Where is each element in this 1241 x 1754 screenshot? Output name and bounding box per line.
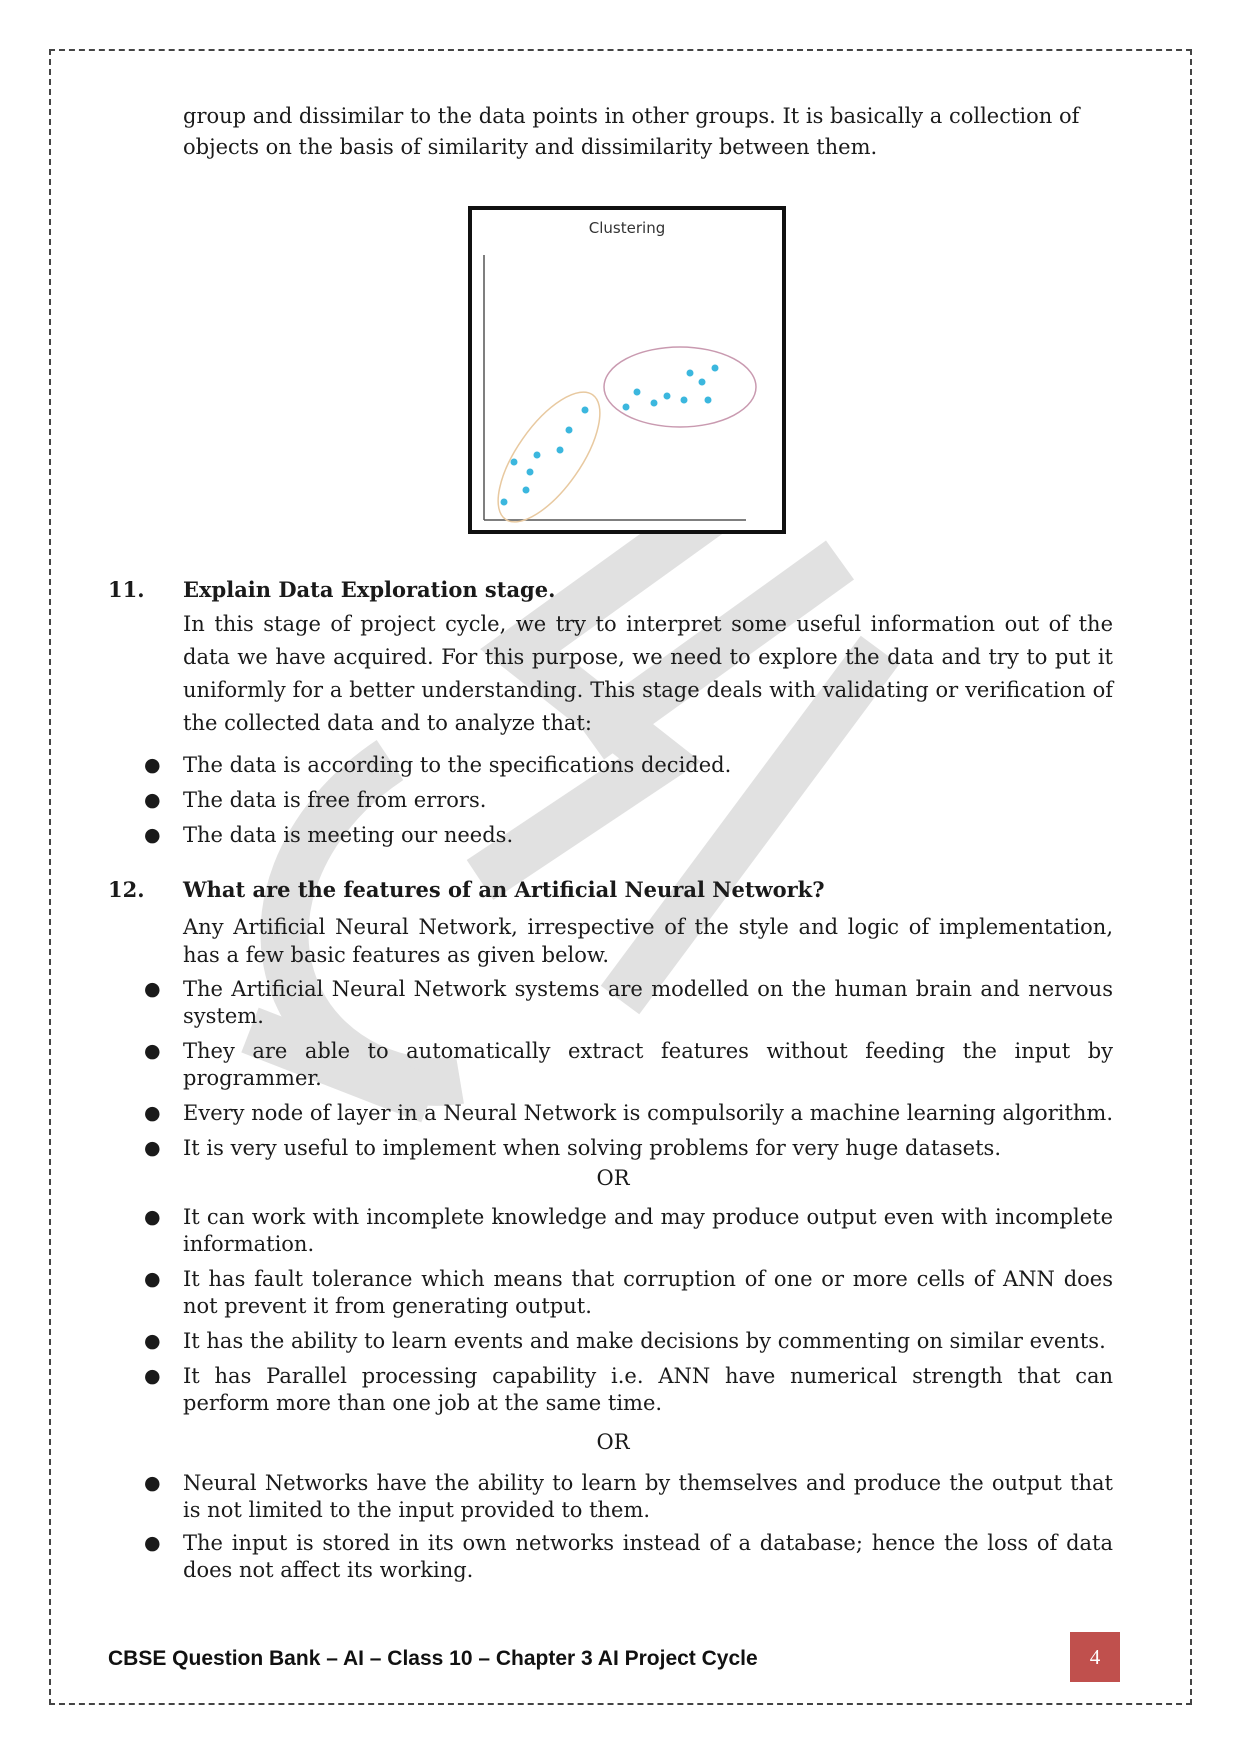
data-point (534, 452, 541, 459)
q11-bullet-list (140, 748, 1113, 853)
data-point (687, 370, 694, 377)
q12-bullet-list-c (140, 1470, 1113, 1584)
footer-title: CBSE Question Bank – AI – Class 10 – Chapter 3 AI Project Cycle (108, 1647, 758, 1670)
intro-line-1: group and dissimilar to the data points in other groups. It is basically a collection of (183, 104, 1080, 128)
q12-bullet-list-a (140, 976, 1113, 1162)
list-item: ● It can work with incomplete knowledge and may produce output even with incomplete information. (144, 1205, 1113, 1256)
data-point (634, 389, 641, 396)
q11-title: Explain Data Exploration stage. (183, 577, 556, 602)
q11-number: 11. (108, 577, 145, 602)
q11-paragraph: In this stage of project cycle, we try to interpret some useful information out of the data we have acquired. For this purpose, we need to explore the data and try to put it uniformly for a better understanding. This stage deals with validating or verification of the collected data and to analyze that: (183, 612, 1113, 735)
intro-line-2: objects on the basis of similarity and dissimilarity between them. (183, 135, 878, 159)
data-point (664, 393, 671, 400)
list-item: ● The data is meeting our needs. (144, 823, 514, 847)
q12-bullet-list-b (140, 1204, 1113, 1417)
q12-number: 12. (108, 877, 145, 902)
list-item: ● Neural Networks have the ability to learn by themselves and produce the output that is not limited to the input provided to them. (144, 1471, 1113, 1522)
q12-paragraph: Any Artificial Neural Network, irrespective of the style and logic of implementation, has a few basic features as given below. (183, 915, 1113, 967)
data-point (511, 459, 518, 466)
data-point (523, 487, 530, 494)
or-separator-2: OR (596, 1430, 630, 1454)
data-point (566, 427, 573, 434)
data-point (557, 447, 564, 454)
list-item: ● It has fault tolerance which means that corruption of one or more cells of ANN does not prevent it from generating output. (144, 1267, 1113, 1318)
data-point (582, 407, 589, 414)
list-item: ● The Artificial Neural Network systems are modelled on the human brain and nervous system. (144, 977, 1113, 1028)
data-point (712, 365, 719, 372)
list-item: ● It has the ability to learn events and make decisions by commenting on similar events. (144, 1329, 1106, 1353)
cluster-a-boundary (479, 376, 619, 530)
data-point (501, 499, 508, 506)
q12-title: What are the features of an Artificial Neural Network? (183, 877, 825, 902)
figure-title: Clustering (588, 219, 666, 237)
list-item: ● The data is free from errors. (144, 788, 487, 812)
clustering-plot (472, 210, 782, 530)
clustering-figure (468, 206, 786, 534)
list-item: ● The input is stored in its own networks instead of a database; hence the loss of data does not affect its working. (144, 1531, 1113, 1582)
list-item: ● Every node of layer in a Neural Network is compulsorily a machine learning algorithm. (144, 1101, 1114, 1125)
data-point (623, 404, 630, 411)
cluster-b-boundary (604, 347, 756, 427)
page-number-badge: 4 (1070, 1632, 1120, 1682)
data-point (527, 469, 534, 476)
data-point (705, 397, 712, 404)
intro-paragraph (183, 101, 1113, 163)
list-item: ● It is very useful to implement when solving problems for very huge datasets. (144, 1136, 1001, 1160)
list-item: ● The data is according to the specifications decided. (144, 753, 732, 777)
list-item: ● They are able to automatically extract features without feeding the input by programmer. (144, 1039, 1113, 1090)
data-point (651, 400, 658, 407)
data-point (681, 397, 688, 404)
list-item: ● It has Parallel processing capability i.e. ANN have numerical strength that can perform more than one job at the same time. (144, 1364, 1113, 1415)
data-point (699, 379, 706, 386)
or-separator-1: OR (596, 1166, 630, 1190)
